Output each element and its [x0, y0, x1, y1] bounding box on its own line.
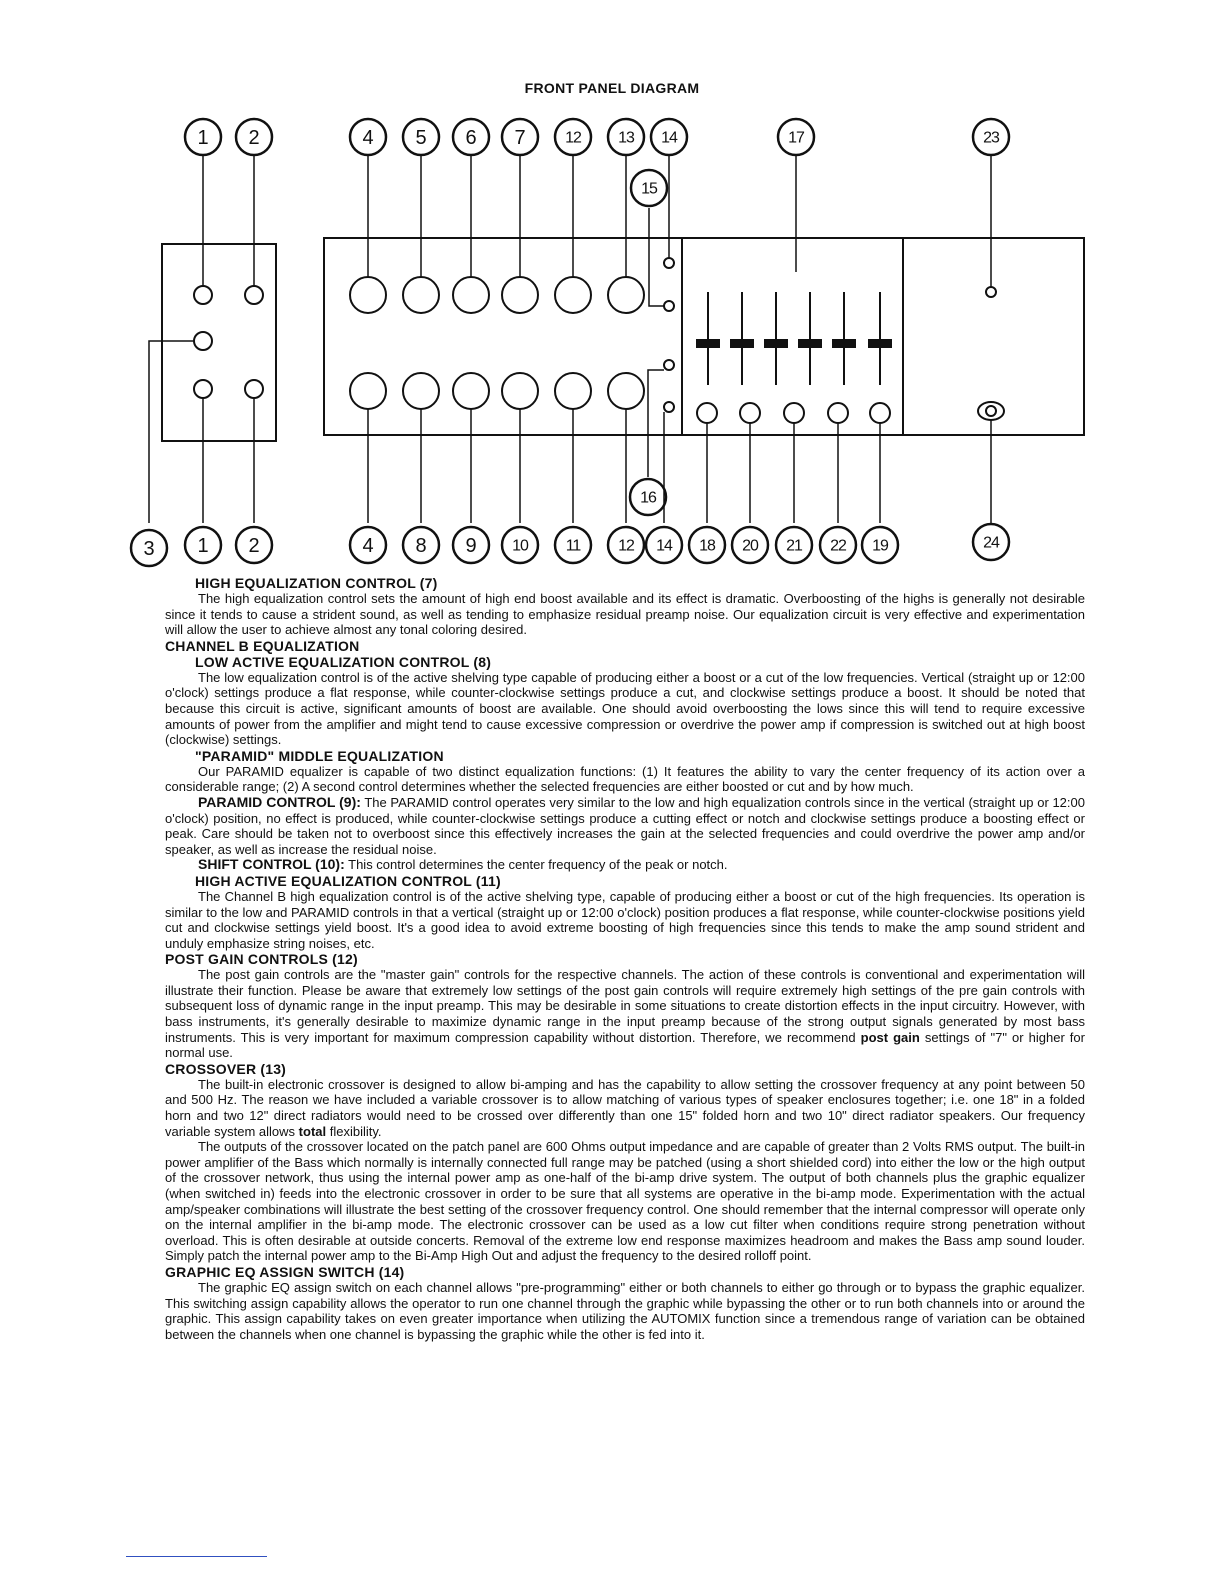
callout-label: 11 — [565, 537, 581, 555]
paramid-control-text: The PARAMID control operates very similar to the low and high equalization controls since in the vertical (straight up or 12:00 o'clock) position, no effect is produced, while counter-clockwise settings produce a cutting effect or notch and clockwise settings produce a boosting effect or peak. Care should be taken not to overboost since this effectively increases the gain at the selected frequencies and could overdrive the power amp and/or speaker, as well as increase the residual noise. — [165, 794, 1085, 857]
post-gain-text-b: settings of "7" or higher for normal use. — [165, 1029, 1085, 1061]
switch — [664, 402, 674, 412]
heading-post-gain: POST GAIN CONTROLS (12) — [165, 951, 358, 968]
callout-label: 19 — [872, 537, 888, 555]
post-gain-bold: post gain — [860, 1029, 920, 1045]
paragraph-crossover-2: The outputs of the crossover located on the patch panel are 600 Ohms output impedance and are capable of greater than 2 Volts RMS output. The built-in power amplifier of the Bass which normally is internally connected full range may be patched (using a short shielded cord) into either the low or the high output of the crossover network, thus using the internal power amp as one-half of the bi-amp drive system. The output of both channels plus the graphic equalizer (when switched in) feeds into the electronic crossover in order to be sure that all systems are operative in the bi-amp mode. Experimentation with the actual amp/speaker combinations will illustrate the best setting of the crossover frequency control. One should remember that the internal compressor will operate only on the internal amplifier in the bi-amp mode. The electronic crossover can be used as a low cut filter when conditions require strong penetration without overload. This is often desirable at outside concerts. Removal of the extreme low end response maximizes headroom and makes the Bass amp sound louder. Simply patch the internal power amp to the Bi-Amp High Out and adjust the frequency to the desired rolloff point. — [165, 1139, 1085, 1264]
callout-label: 14 — [661, 129, 677, 147]
callout-label: 21 — [786, 537, 802, 555]
front-panel-diagram — [0, 0, 1224, 580]
heading-high-eq: HIGH EQUALIZATION CONTROL (7) — [195, 575, 438, 591]
main-panel — [324, 238, 1084, 435]
paragraph-high-eq: The high equalization control sets the amount of high end boost available and its effect is dramatic. Overboosting of the highs is generally not desirable since it tends to cause a strident sound, as well as tending to emphasize residual preamp noise. Our equalization circuit is very effective and experimentation will allow the user to achieve almost any tonal coloring desired. — [165, 591, 1085, 638]
callout-label: 4 — [362, 535, 374, 557]
switch — [664, 301, 674, 311]
small-knob — [870, 403, 890, 423]
switch — [664, 360, 674, 370]
callout-label: 2 — [248, 535, 260, 557]
callout-label: 12 — [618, 537, 634, 555]
heading-graphic-eq: GRAPHIC EQ ASSIGN SWITCH (14) — [165, 1263, 405, 1280]
knob — [608, 277, 644, 313]
knob — [555, 373, 591, 409]
input-jack — [245, 286, 263, 304]
callout-label: 7 — [514, 127, 526, 149]
callout-label: 13 — [618, 129, 634, 147]
callout-label: 16 — [640, 489, 656, 507]
post-gain-text-a: The post gain controls are the "master gain" controls for the respective channels. The action of these controls is conventional and experimentation will illustrate their function. Please be aware that extremely low settings of the post gain controls will require extremely high settings of the pre gain controls with subsequent loss of dynamic range in the input preamp. This may be desirable in some situations to create distortion effects in the input circuitry. However, with bass instruments, it's generally desirable to maximize dynamic range in the input preamp because of the strong output signals generated by most bass instruments. This is very important for maximum compression capability without distortion. Therefore, we recommend — [165, 967, 1085, 1045]
callout-label: 5 — [415, 127, 427, 149]
heading-channel-b: CHANNEL B EQUALIZATION — [165, 637, 360, 654]
small-knob — [740, 403, 760, 423]
crossover-text-a: The built-in electronic crossover is designed to allow bi-amping and has the capability to allow setting the crossover frequency at any point between 50 and 500 Hz. The reason we have included a variable crossover is to allow matching of various types of speaker enclosures together; i.e. one 18" in a folded horn and two 12" direct radiators would need to be crossed over differently than one 15" folded horn and two 10" direct radiator speakers. Our frequency variable system allows — [165, 1076, 1085, 1139]
callout-label: 10 — [512, 537, 528, 555]
power-switch — [978, 402, 1004, 420]
callout-label: 4 — [362, 127, 374, 149]
callout-label: 18 — [699, 537, 715, 555]
paragraph-paramid-control — [165, 795, 1085, 857]
knob — [608, 373, 644, 409]
callout-label: 2 — [248, 127, 260, 149]
small-knob — [784, 403, 804, 423]
callouts-top — [185, 119, 1009, 206]
callout-label: 3 — [143, 538, 155, 560]
input-jack — [194, 332, 212, 350]
paragraph-paramid: Our PARAMID equalizer is capable of two distinct equalization functions: (1) It features the ability to vary the center frequency of its action over a considerable range; (2) A second control determines whether the selected frequencies are either boosted or cut and by how much. — [165, 763, 1085, 795]
callout-label: 15 — [641, 180, 657, 198]
paragraph-crossover-1 — [165, 1077, 1085, 1139]
callout-label: 9 — [465, 535, 477, 557]
callout-label: 1 — [197, 535, 209, 557]
crossover-bold: total — [298, 1123, 327, 1139]
knob — [555, 277, 591, 313]
knob — [502, 373, 538, 409]
shift-text: This control determines the center frequency of the peak or notch. — [348, 857, 728, 873]
knob — [403, 277, 439, 313]
input-panel — [162, 244, 276, 441]
knob — [350, 277, 386, 313]
heading-high-active: HIGH ACTIVE EQUALIZATION CONTROL (11) — [195, 872, 501, 889]
callout-label: 20 — [742, 537, 758, 555]
callout-label: 17 — [788, 129, 804, 147]
small-knob — [697, 403, 717, 423]
footer-rule — [126, 1556, 267, 1557]
crossover-text-b: flexibility. — [329, 1123, 382, 1139]
diagram-title: FRONT PANEL DIAGRAM — [524, 80, 700, 96]
callout-label: 24 — [983, 534, 999, 552]
knob — [453, 373, 489, 409]
pilot-light — [986, 287, 996, 297]
callout-label: 12 — [565, 129, 581, 147]
callout-label: 8 — [415, 535, 427, 557]
knob — [502, 277, 538, 313]
paragraph-post-gain — [165, 967, 1085, 1061]
heading-crossover: CROSSOVER (13) — [165, 1060, 287, 1077]
paragraph-low-active: The low equalization control is of the active shelving type capable of producing either a boost or a cut of the low frequencies. Vertical (straight up or 12:00 o'clock) settings produce a flat response, while counter-clockwise settings produce a cut, and clockwise settings produce a boost. It should be noted that because this circuit is active, significant amounts of boost are available. One should avoid overboosting the lows since this will tend to require excessive amounts of power from the amplifier and might tend to cause excessive compression or overdrive the power amp if compression is switched out at high boost (clockwise) settings. — [165, 669, 1085, 748]
shift-label: SHIFT CONTROL (10): — [198, 856, 345, 873]
input-jack — [245, 380, 263, 398]
heading-paramid: "PARAMID" MIDDLE EQUALIZATION — [195, 747, 444, 764]
paragraph-shift — [165, 857, 1085, 873]
callout-label: 23 — [983, 129, 999, 147]
knob — [350, 373, 386, 409]
graphic-eq-sliders — [697, 292, 891, 385]
callout-label: 14 — [656, 537, 672, 555]
callout-label: 6 — [465, 127, 477, 149]
input-jack — [194, 380, 212, 398]
paragraph-graphic-eq: The graphic EQ assign switch on each channel allows "pre-programming" either or both channels to either go through or to bypass the graphic equalizer. This switching assign capability allows the operator to run one channel through the graphic while bypassing the other or to run both channels into or around the graphic. This assign capability takes on even greater importance when utilizing the AUTOMIX function since a tremendous range of variation can be obtained between the channels when one channel is bypassing the graphic while the other is fed into it. — [165, 1279, 1085, 1342]
paramid-control-label: PARAMID CONTROL (9): — [198, 793, 361, 810]
callout-label: 1 — [197, 127, 209, 149]
input-jack — [194, 286, 212, 304]
callout-label: 22 — [830, 537, 846, 555]
heading-low-active: LOW ACTIVE EQUALIZATION CONTROL (8) — [195, 653, 492, 670]
manual-text — [165, 575, 1085, 1342]
small-knob — [828, 403, 848, 423]
knob — [403, 373, 439, 409]
knob — [453, 277, 489, 313]
switch — [664, 258, 674, 268]
paragraph-high-active: The Channel B high equalization control is of the active shelving type, capable of producing either a boost or cut of the high frequencies. Its operation is similar to the low and PARAMID controls in that a vertical (straight up or 12:00 o'clock) position produces a flat response, while counter-clockwise positions yield cut and clockwise settings yield boost. It's a good idea to avoid extreme boosting of high frequencies since this tends to make the amp sound strident and unduly emphasize string noises, etc. — [165, 888, 1085, 951]
